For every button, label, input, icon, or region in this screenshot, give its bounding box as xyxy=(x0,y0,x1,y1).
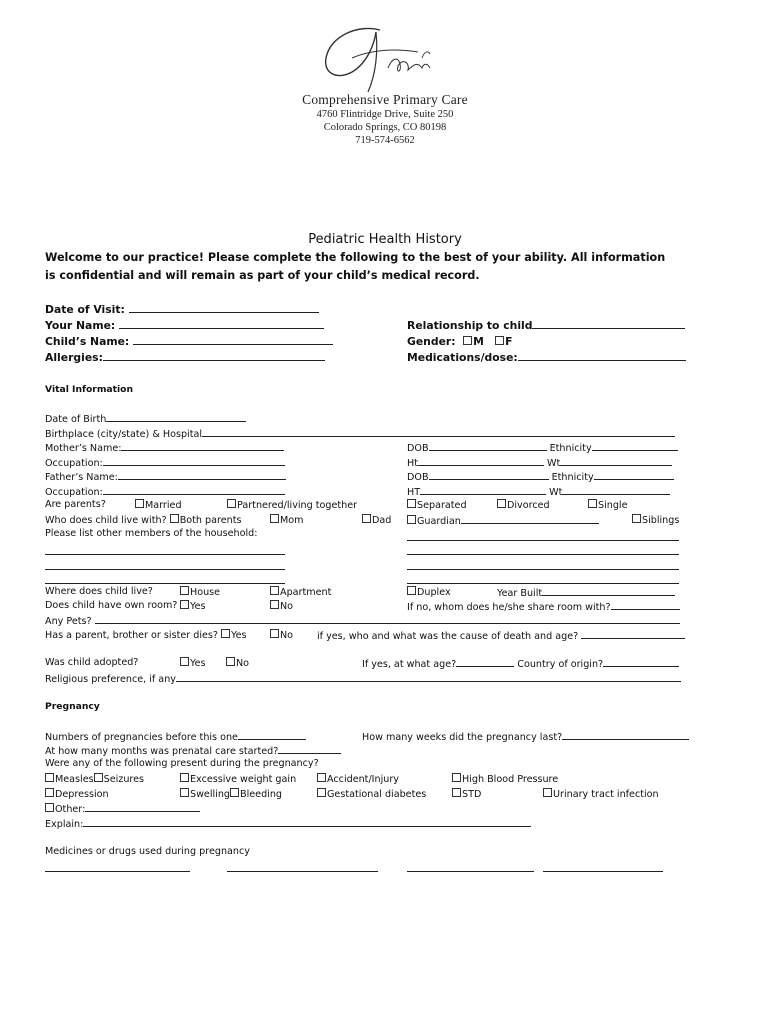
adopted-label: Was child adopted? xyxy=(45,657,139,668)
household-label: Please list other members of the household: xyxy=(45,528,258,539)
house-label: House xyxy=(190,587,221,598)
date-of-visit-field[interactable] xyxy=(129,303,319,313)
household-line[interactable] xyxy=(45,569,285,570)
who-live-with-label: Who does child live with? xyxy=(45,515,167,526)
high-bp-label: High Blood Pressure xyxy=(462,774,559,785)
mom-checkbox[interactable] xyxy=(270,514,279,523)
parent-died-label: Has a parent, brother or sister dies? xyxy=(45,630,218,641)
intro-line-2: is confidential and will remain as part of your child’s medical record. xyxy=(45,269,480,282)
uti-checkbox[interactable] xyxy=(543,788,552,797)
high-bp-checkbox[interactable] xyxy=(452,773,461,782)
own-room-yes-label: Yes xyxy=(190,601,206,612)
medications-label: Medications/dose: xyxy=(407,351,518,364)
prenatal-care-label: At how many months was prenatal care started? xyxy=(45,746,279,757)
birthplace-label: Birthplace (city/state) & Hospital xyxy=(45,429,203,440)
address-line-1: 4760 Flintridge Drive, Suite 250 xyxy=(316,109,454,120)
share-room-field[interactable] xyxy=(611,600,680,610)
household-line[interactable] xyxy=(407,569,679,570)
father-dob-field[interactable] xyxy=(429,470,549,480)
died-yes-checkbox[interactable] xyxy=(221,629,230,638)
religious-label: Religious preference, if any xyxy=(45,674,176,685)
practice-logo xyxy=(318,22,448,96)
weeks-label: How many weeks did the pregnancy last? xyxy=(362,732,563,743)
household-line[interactable] xyxy=(45,583,285,584)
present-during-label: Were any of the following present during the pregnancy? xyxy=(45,758,319,769)
weight-gain-checkbox[interactable] xyxy=(180,773,189,782)
own-room-no-label: No xyxy=(280,601,294,612)
separated-checkbox[interactable] xyxy=(407,499,416,508)
practice-name: Comprehensive Primary Care xyxy=(302,92,468,107)
own-room-no-checkbox[interactable] xyxy=(270,600,279,609)
explain-field[interactable] xyxy=(83,817,531,827)
mother-occupation-field[interactable] xyxy=(103,456,285,466)
father-dob-label: DOB xyxy=(407,472,429,483)
weight-gain-label: Excessive weight gain xyxy=(190,774,297,785)
died-no-checkbox[interactable] xyxy=(270,629,279,638)
depression-checkbox[interactable] xyxy=(45,788,54,797)
father-ht-field[interactable] xyxy=(420,485,546,495)
adopted-yes-label: Yes xyxy=(190,658,206,669)
gender-label: Gender: xyxy=(407,335,456,348)
mother-ethnicity-field[interactable] xyxy=(592,441,678,451)
medicines-label: Medicines or drugs used during pregnancy xyxy=(45,846,250,857)
gender-f-checkbox[interactable] xyxy=(495,336,504,345)
measles-label: Measles xyxy=(55,774,94,785)
num-pregnancies-field[interactable] xyxy=(238,730,306,740)
accident-checkbox[interactable] xyxy=(317,773,326,782)
allergies-label: Allergies: xyxy=(45,351,103,364)
medicines-field[interactable] xyxy=(407,871,534,872)
father-wt-field[interactable] xyxy=(562,485,670,495)
father-occupation-label: Occupation: xyxy=(45,487,103,498)
address-line-2: Colorado Springs, CO 80198 xyxy=(323,122,447,133)
swelling-label: Swelling xyxy=(190,789,231,800)
death-details-field[interactable] xyxy=(581,629,685,639)
died-yes-label: Yes xyxy=(231,630,247,641)
std-label: STD xyxy=(462,789,482,800)
other-checkbox[interactable] xyxy=(45,803,54,812)
mother-wt-label: Wt xyxy=(547,458,561,469)
divorced-label: Divorced xyxy=(507,500,550,511)
your-name-label: Your Name: xyxy=(45,319,116,332)
adopted-no-label: No xyxy=(236,658,250,669)
partnered-label: Partnered/living together xyxy=(237,500,358,511)
mother-ethnicity-label: Ethnicity xyxy=(549,443,592,454)
gender-m-checkbox[interactable] xyxy=(463,336,472,345)
practice-phone: 719-574-6562 xyxy=(355,135,415,146)
apartment-label: Apartment xyxy=(280,587,332,598)
vital-information-heading: Vital Information xyxy=(45,384,134,395)
your-name-field[interactable] xyxy=(119,319,324,329)
both-parents-checkbox[interactable] xyxy=(170,514,179,523)
dad-label: Dad xyxy=(372,515,392,526)
adoption-age-field[interactable] xyxy=(456,657,514,667)
duplex-checkbox[interactable] xyxy=(407,586,416,595)
guardian-label: Guardian xyxy=(417,516,461,527)
siblings-checkbox[interactable] xyxy=(632,514,641,523)
birthplace-field[interactable] xyxy=(202,427,675,437)
single-checkbox[interactable] xyxy=(588,499,597,508)
death-details-label: if yes, who and what was the cause of death and age? xyxy=(317,631,579,642)
dad-checkbox[interactable] xyxy=(362,514,371,523)
siblings-label: Siblings xyxy=(642,515,680,526)
num-pregnancies-label: Numbers of pregnancies before this one xyxy=(45,732,238,743)
guardian-checkbox[interactable] xyxy=(407,515,416,524)
seizures-checkbox[interactable] xyxy=(94,773,103,782)
father-ethnicity-field[interactable] xyxy=(594,470,674,480)
single-label: Single xyxy=(598,500,628,511)
form-title: Pediatric Health History xyxy=(308,232,462,247)
gender-m-label: M xyxy=(473,335,484,348)
other-field[interactable] xyxy=(85,802,200,812)
religious-field[interactable] xyxy=(176,672,681,682)
mom-label: Mom xyxy=(280,515,304,526)
household-line[interactable] xyxy=(45,554,285,555)
any-pets-field[interactable] xyxy=(95,614,680,624)
medicines-field[interactable] xyxy=(45,871,190,872)
mother-wt-field[interactable] xyxy=(560,456,672,466)
childs-name-label: Child’s Name: xyxy=(45,335,130,348)
bleeding-label: Bleeding xyxy=(240,789,282,800)
mother-dob-label: DOB xyxy=(407,443,429,454)
seizures-label: Seizures xyxy=(103,774,145,785)
household-line[interactable] xyxy=(407,583,679,584)
both-parents-label: Both parents xyxy=(179,515,242,526)
medications-field[interactable] xyxy=(518,351,686,361)
country-origin-field[interactable] xyxy=(603,657,679,667)
accident-label: Accident/Injury xyxy=(327,774,399,785)
duplex-label: Duplex xyxy=(417,587,451,598)
depression-label: Depression xyxy=(55,789,109,800)
swelling-checkbox[interactable] xyxy=(180,788,189,797)
year-built-label: Year Built xyxy=(497,588,543,599)
country-origin-label: Country of origin? xyxy=(517,659,604,670)
uti-label: Urinary tract infection xyxy=(553,789,659,800)
gestational-label: Gestational diabetes xyxy=(327,789,427,800)
mother-ht-label: Ht xyxy=(407,458,418,469)
apartment-checkbox[interactable] xyxy=(270,586,279,595)
fathers-name-label: Father’s Name: xyxy=(45,472,118,483)
any-pets-label: Any Pets? xyxy=(45,616,92,627)
divorced-checkbox[interactable] xyxy=(497,499,506,508)
mother-occupation-label: Occupation: xyxy=(45,458,103,469)
adopted-no-checkbox[interactable] xyxy=(226,657,235,666)
mothers-name-label: Mother’s Name: xyxy=(45,443,122,454)
pregnancy-heading: Pregnancy xyxy=(45,701,100,712)
std-checkbox[interactable] xyxy=(452,788,461,797)
father-ethnicity-label: Ethnicity xyxy=(551,472,594,483)
mother-ht-field[interactable] xyxy=(418,456,544,466)
intro-line-1: Welcome to our practice! Please complete the following to the best of your ability. All information xyxy=(45,251,666,264)
father-wt-label: Wt xyxy=(549,487,563,498)
mothers-name-field[interactable] xyxy=(121,441,284,451)
relationship-field[interactable] xyxy=(532,319,685,329)
own-room-label: Does child have own room? xyxy=(45,600,178,611)
adoption-age-label: If yes, at what age? xyxy=(362,659,457,670)
allergies-field[interactable] xyxy=(103,351,325,361)
father-ht-label: HT xyxy=(407,487,421,498)
own-room-yes-checkbox[interactable] xyxy=(180,600,189,609)
bleeding-checkbox[interactable] xyxy=(230,788,239,797)
gender-f-label: F xyxy=(505,335,513,348)
medicines-field[interactable] xyxy=(543,871,663,872)
prenatal-care-field[interactable] xyxy=(278,744,341,754)
gestational-checkbox[interactable] xyxy=(317,788,326,797)
household-line[interactable] xyxy=(407,540,679,541)
medicines-field[interactable] xyxy=(227,871,378,872)
married-checkbox[interactable] xyxy=(135,499,144,508)
married-label: Married xyxy=(145,500,182,511)
separated-label: Separated xyxy=(417,500,467,511)
partnered-checkbox[interactable] xyxy=(227,499,236,508)
explain-label: Explain: xyxy=(45,819,84,830)
mother-dob-field[interactable] xyxy=(429,441,547,451)
weeks-field[interactable] xyxy=(562,730,689,740)
died-no-label: No xyxy=(280,630,294,641)
guardian-field[interactable] xyxy=(461,514,599,524)
relationship-label: Relationship to child xyxy=(407,319,533,332)
house-checkbox[interactable] xyxy=(180,586,189,595)
date-of-visit-label: Date of Visit: xyxy=(45,303,125,316)
where-live-label: Where does child live? xyxy=(45,586,153,597)
date-of-birth-label: Date of Birth xyxy=(45,414,107,425)
are-parents-label: Are parents? xyxy=(45,499,106,510)
measles-checkbox[interactable] xyxy=(45,773,54,782)
father-occupation-field[interactable] xyxy=(103,485,285,495)
fathers-name-field[interactable] xyxy=(118,470,286,480)
year-built-field[interactable] xyxy=(542,586,675,596)
household-line[interactable] xyxy=(407,554,679,555)
date-of-birth-field[interactable] xyxy=(106,412,246,422)
childs-name-field[interactable] xyxy=(133,335,333,345)
share-room-label: If no, whom does he/she share room with? xyxy=(407,602,611,613)
adopted-yes-checkbox[interactable] xyxy=(180,657,189,666)
other-label: Other: xyxy=(55,804,86,815)
